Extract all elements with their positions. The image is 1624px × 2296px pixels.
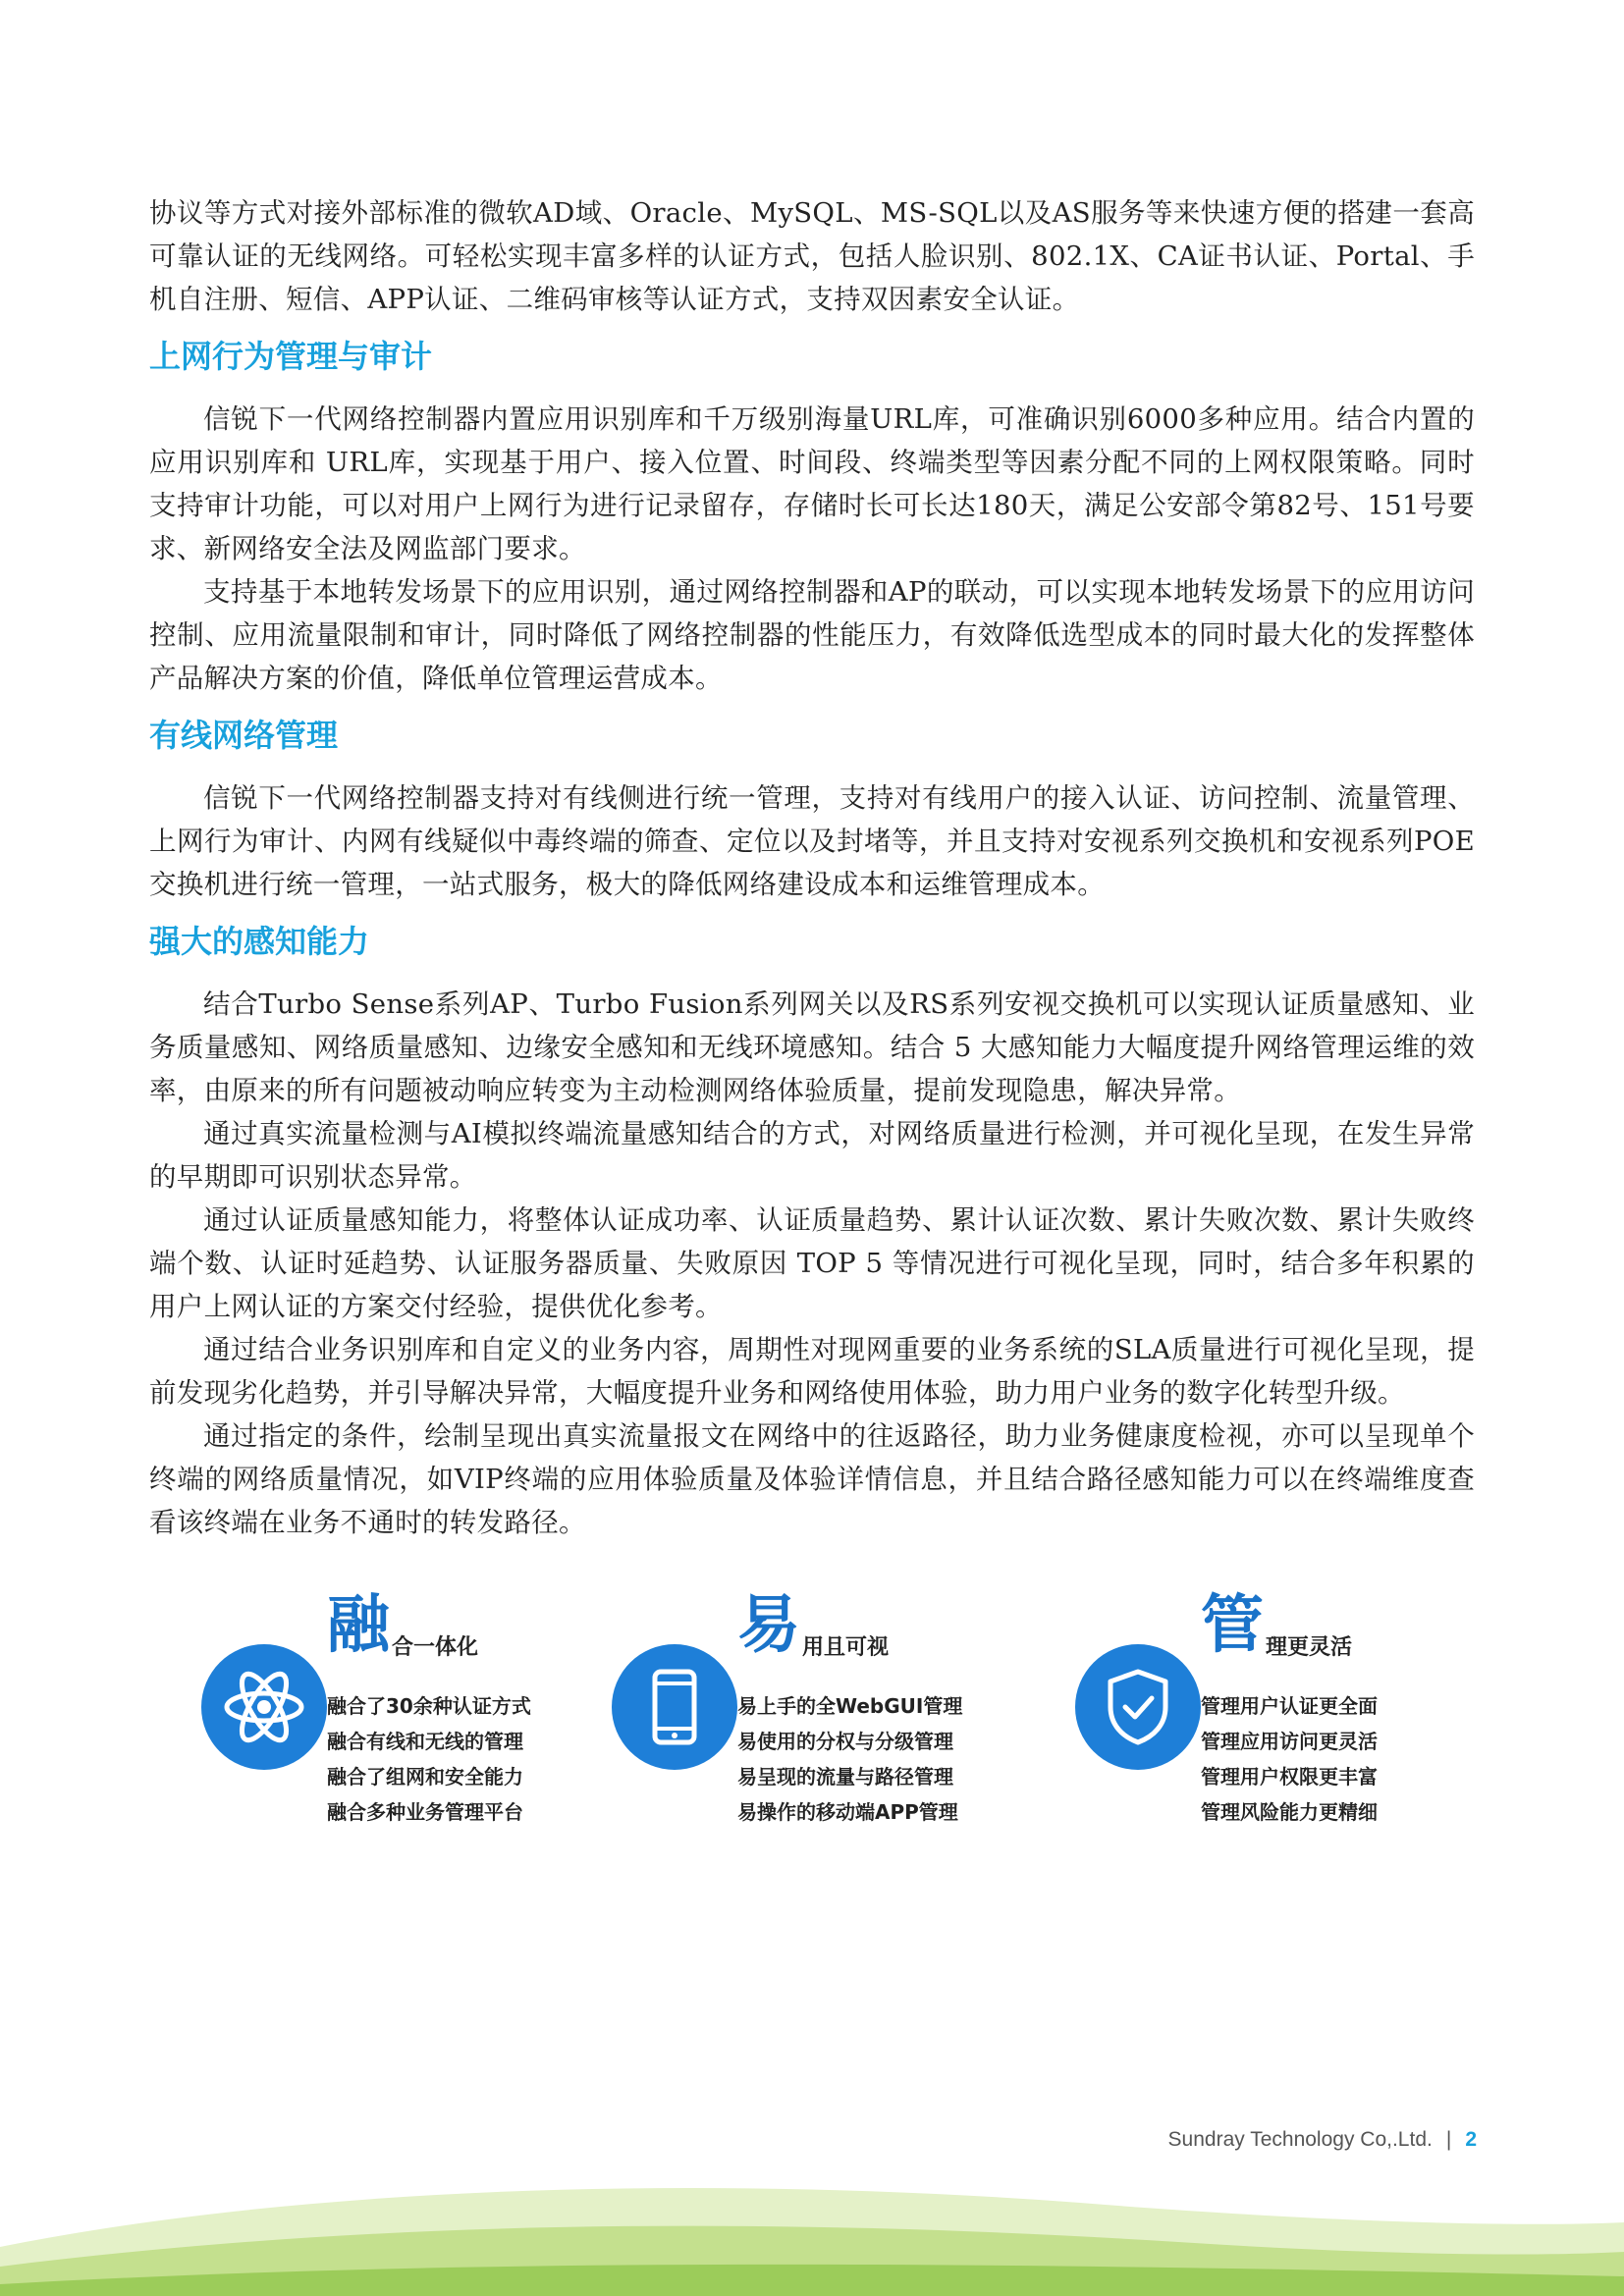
list-item: 管理用户权限更丰富 (1201, 1765, 1378, 1789)
feature-heading (1201, 1590, 1352, 1661)
mobile-phone-icon (612, 1644, 737, 1770)
page-footer (1168, 2128, 1477, 2152)
feature-big-char: 融 (327, 1589, 390, 1662)
atom-icon (201, 1644, 327, 1770)
section-paragraph: 通过结合业务识别库和自定义的业务内容，周期性对现网重要的业务系统的SLA质量进行可视化呈现，提前发现劣化趋势，并引导解决异常，大幅度提升业务和网络使用体验，助力用户业务的数字化转型升级。 (149, 1334, 1475, 1409)
company-name: Sundray Technology Co,.Ltd. (1167, 2128, 1433, 2151)
section-paragraph: 信锐下一代网络控制器支持对有线侧进行统一管理，支持对有线用户的接入认证、访问控制、流量管理、上网行为审计、内网有线疑似中毒终端的筛查、定位以及封堵等，并且支持对安视系列交换机和安视系列POE交换机进行统一管理，一站式服务，极大的降低网络建设成本和运维管理成本。 (149, 782, 1475, 900)
list-item: 融合了组网和安全能力 (327, 1765, 523, 1789)
feature-list (327, 1688, 531, 1830)
list-item: 融合有线和无线的管理 (327, 1730, 523, 1753)
section-paragraph: 通过认证质量感知能力，将整体认证成功率、认证质量趋势、累计认证次数、累计失败次数、累计失败终端个数、认证时延趋势、认证服务器质量、失败原因 TOP 5 等情况进行可视化呈现，同时，结合多年积累的用户上网认证的方案交付经验，提供优化参考。 (149, 1204, 1475, 1322)
feature-subtitle: 理更灵活 (1266, 1635, 1353, 1660)
feature-usability (612, 1590, 1024, 1836)
feature-management (1075, 1590, 1488, 1836)
list-item: 易呈现的流量与路径管理 (737, 1765, 953, 1789)
section-paragraph: 信锐下一代网络控制器内置应用识别库和千万级别海量URL库，可准确识别6000多种应用。结合内置的应用识别库和 URL库，实现基于用户、接入位置、时间段、终端类型等因素分配不同的上网权限策略。同时支持审计功能，可以对用户上网行为进行记录留存，存储时长可长达180天，满足公安部令第82号、151号要求、新网络安全法及网监部门要求。 (149, 403, 1475, 564)
feature-highlights (201, 1590, 1429, 1836)
feature-list (1201, 1688, 1378, 1830)
section-title-wired-network: 有线网络管理 (149, 717, 339, 754)
list-item: 易操作的移动端APP管理 (737, 1800, 958, 1824)
footer-separator: | (1445, 2128, 1452, 2151)
list-item: 管理风险能力更精细 (1201, 1800, 1378, 1824)
list-item: 融合多种业务管理平台 (327, 1800, 523, 1824)
list-item: 管理应用访问更灵活 (1201, 1730, 1378, 1753)
list-item: 融合了30余种认证方式 (327, 1694, 531, 1718)
feature-heading (327, 1590, 478, 1661)
section-paragraph: 结合Turbo Sense系列AP、Turbo Fusion系列网关以及RS系列安视交换机可以实现认证质量感知、业务质量感知、网络质量感知、边缘安全感知和无线环境感知。结合 5 大感知能力大幅度提升网络管理运维的效率，由原来的所有问题被动响应转变为主动检测网络体验质量，提前发现隐患，解决异常。 (149, 988, 1475, 1106)
list-item: 管理用户认证更全面 (1201, 1694, 1378, 1718)
feature-subtitle: 用且可视 (802, 1635, 890, 1660)
intro-paragraph: 协议等方式对接外部标准的微软AD域、Oracle、MySQL、MS-SQL以及AS服务等来快速方便的搭建一套高可靠认证的无线网络。可轻松实现丰富多样的认证方式，包括人脸识别、802.1X、CA证书认证、Portal、手机自注册、短信、APP认证、二维码审核等认证方式，支持双因素安全认证。 (149, 197, 1475, 315)
list-item: 易使用的分权与分级管理 (737, 1730, 953, 1753)
list-item: 易上手的全WebGUI管理 (737, 1694, 963, 1718)
feature-heading (737, 1590, 889, 1661)
decorative-wave (0, 2178, 1624, 2296)
feature-big-char: 管 (1201, 1589, 1264, 1662)
section-paragraph: 通过真实流量检测与AI模拟终端流量感知结合的方式，对网络质量进行检测，并可视化呈现，在发生异常的早期即可识别状态异常。 (149, 1118, 1475, 1193)
document-body (149, 191, 1475, 1544)
section-paragraph: 支持基于本地转发场景下的应用识别，通过网络控制器和AP的联动，可以实现本地转发场景下的应用访问控制、应用流量限制和审计，同时降低了网络控制器的性能压力，有效降低选型成本的同时最大化的发挥整体产品解决方案的价值，降低单位管理运营成本。 (149, 576, 1475, 694)
section-title-behavior-audit: 上网行为管理与审计 (149, 338, 433, 375)
feature-list (737, 1688, 962, 1830)
section-paragraph: 通过指定的条件，绘制呈现出真实流量报文在网络中的往返路径，助力业务健康度检视，亦可以呈现单个终端的网络质量情况，如VIP终端的应用体验质量及体验详情信息，并且结合路径感知能力可以在终端维度查看该终端在业务不通时的转发路径。 (149, 1420, 1475, 1538)
shield-check-icon (1075, 1644, 1201, 1770)
feature-integration (201, 1590, 614, 1836)
feature-subtitle: 合一体化 (392, 1635, 479, 1660)
feature-big-char: 易 (737, 1589, 800, 1662)
page-number: 2 (1465, 2128, 1477, 2151)
section-title-sensing: 强大的感知能力 (149, 923, 370, 960)
